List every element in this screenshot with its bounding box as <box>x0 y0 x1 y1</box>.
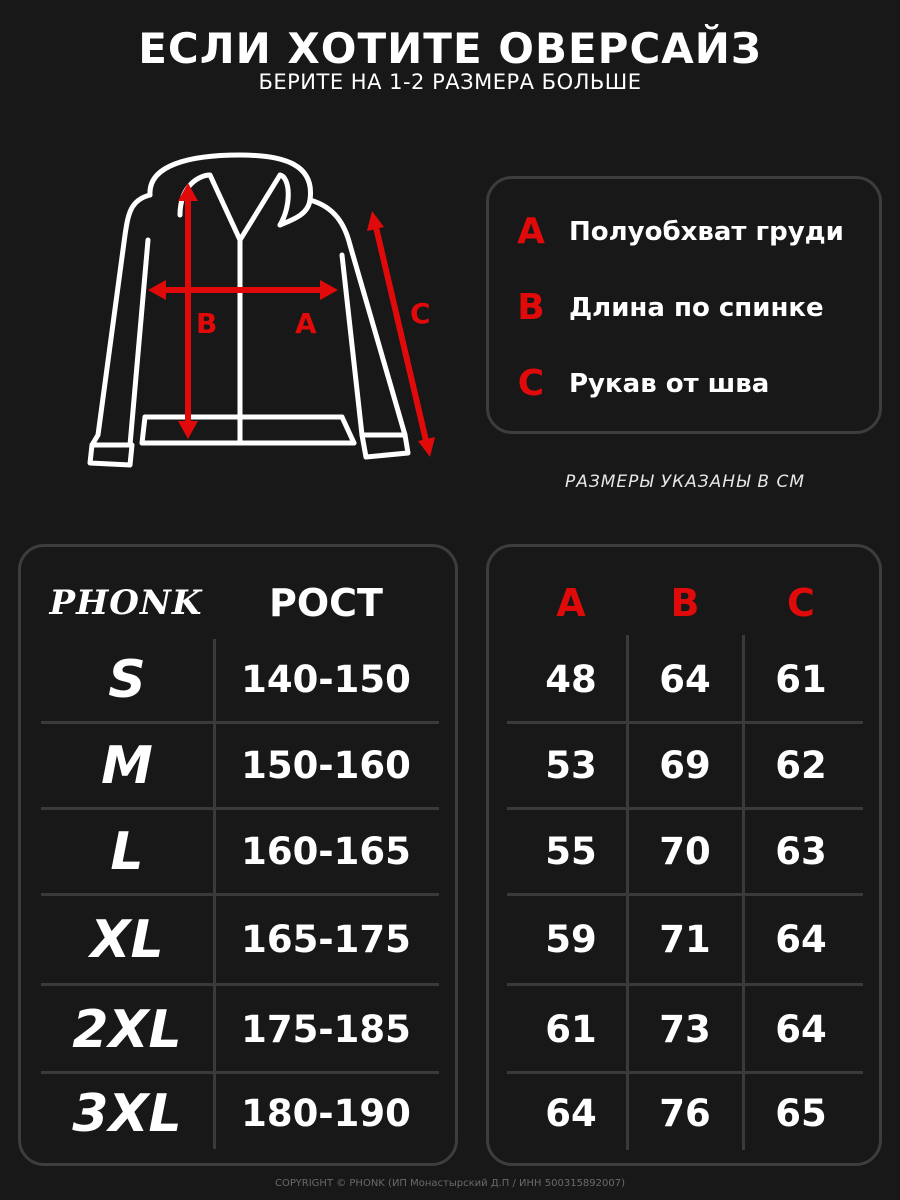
measure-a: 53 <box>545 744 597 787</box>
measurements-table <box>486 544 882 1166</box>
row-divider <box>41 807 439 810</box>
row-divider <box>41 1071 439 1074</box>
legend-text: Полуобхват груди <box>569 217 844 247</box>
legend-item-b <box>489 283 885 333</box>
diagram-label-a: A <box>295 307 317 340</box>
size-label: 2XL <box>72 1000 182 1060</box>
measure-b: 69 <box>659 744 711 787</box>
measure-a: 64 <box>545 1092 597 1135</box>
row-divider <box>507 1071 863 1074</box>
legend-item-a <box>489 207 885 257</box>
legend-text: Длина по спинке <box>569 293 824 323</box>
row-divider <box>41 893 439 896</box>
measure-b: 76 <box>659 1092 711 1135</box>
size-label: XL <box>90 910 164 970</box>
measure-a: 61 <box>545 1008 597 1051</box>
measure-c: 64 <box>775 1008 827 1051</box>
measure-c: 61 <box>775 658 827 701</box>
size-height-table <box>18 544 458 1166</box>
height-value: 150-160 <box>241 744 411 787</box>
row-divider <box>41 983 439 986</box>
measure-b: 64 <box>659 658 711 701</box>
measurement-legend <box>486 176 882 434</box>
page-title: ЕСЛИ ХОТИТЕ ОВЕРСАЙЗ <box>138 24 762 73</box>
height-value: 165-175 <box>241 918 411 961</box>
height-header: РОСТ <box>269 581 383 625</box>
measure-c: 62 <box>775 744 827 787</box>
measure-b: 70 <box>659 830 711 873</box>
brand-logo: PHONK <box>49 583 203 623</box>
diagram-label-c: C <box>410 297 431 330</box>
page-subtitle: БЕРИТЕ НА 1-2 РАЗМЕРА БОЛЬШЕ <box>258 70 642 94</box>
size-label: M <box>101 736 153 796</box>
column-header-a: A <box>556 581 586 625</box>
row-divider <box>41 721 439 724</box>
hoodie-outline-icon <box>90 155 408 465</box>
legend-item-c <box>489 359 885 409</box>
legend-letter: C <box>517 363 545 404</box>
height-value: 140-150 <box>241 658 411 701</box>
size-label: L <box>110 822 144 882</box>
measure-b: 71 <box>659 918 711 961</box>
row-divider <box>507 721 863 724</box>
row-divider <box>507 893 863 896</box>
copyright-footer: COPYRIGHT © PHONK (ИП Монастырский Д.П / ИНН 500315892007) <box>275 1178 625 1189</box>
size-label: 3XL <box>72 1084 182 1144</box>
hoodie-diagram <box>70 145 450 475</box>
column-header-b: B <box>670 581 700 625</box>
measure-c: 63 <box>775 830 827 873</box>
row-divider <box>507 983 863 986</box>
height-value: 175-185 <box>241 1008 411 1051</box>
measure-a: 59 <box>545 918 597 961</box>
row-divider <box>507 807 863 810</box>
height-value: 180-190 <box>241 1092 411 1135</box>
column-header-c: C <box>787 581 815 625</box>
legend-text: Рукав от шва <box>569 369 770 399</box>
size-label: S <box>108 650 146 710</box>
measure-c: 64 <box>775 918 827 961</box>
measure-c: 65 <box>775 1092 827 1135</box>
height-value: 160-165 <box>241 830 411 873</box>
legend-letter: A <box>517 211 545 252</box>
units-note: РАЗМЕРЫ УКАЗАНЫ В СМ <box>564 472 806 492</box>
measure-a: 55 <box>545 830 597 873</box>
diagram-label-b: B <box>196 307 218 340</box>
legend-letter: B <box>517 287 545 328</box>
measure-a: 48 <box>545 658 597 701</box>
measure-b: 73 <box>659 1008 711 1051</box>
